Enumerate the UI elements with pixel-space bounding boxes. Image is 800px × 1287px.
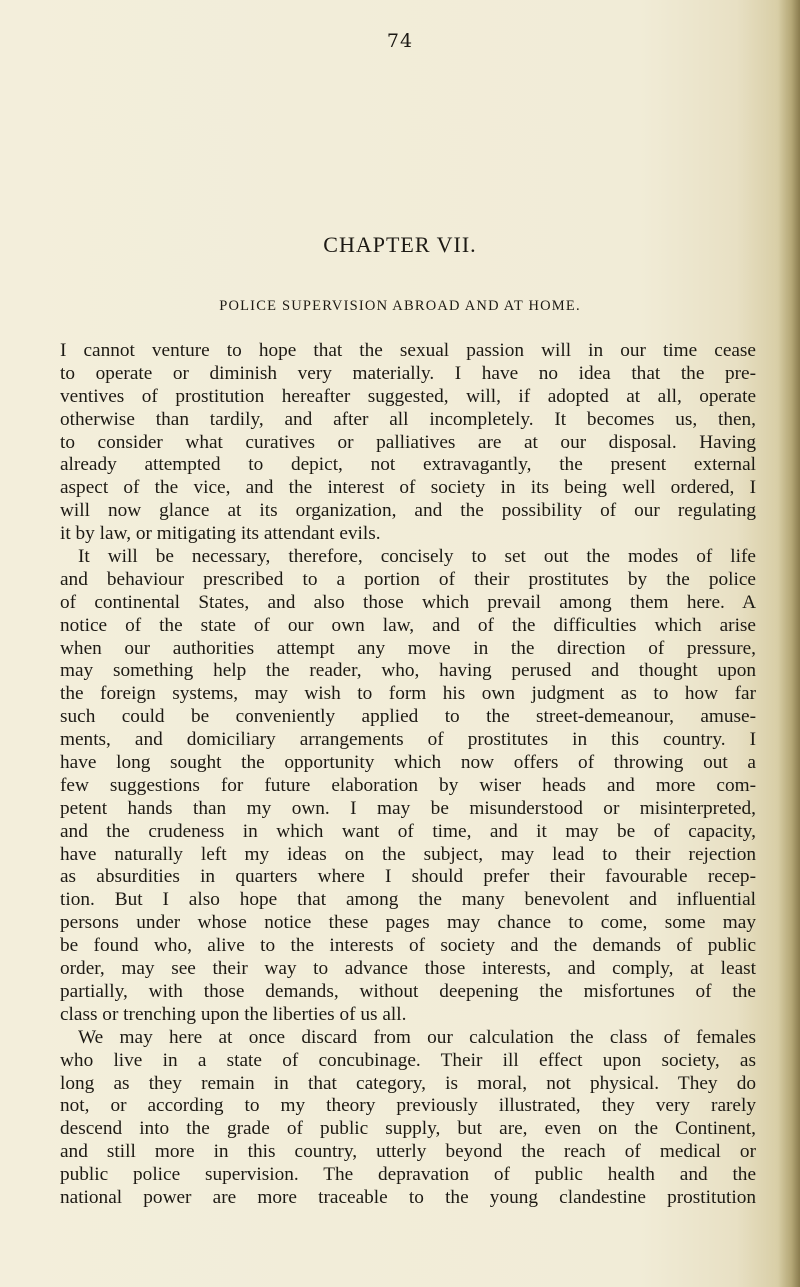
text-line: and behaviour prescribed to a portion of their prostitutes by the police: [60, 568, 756, 590]
text-line: public police supervision. The depravation of public health and the: [60, 1164, 756, 1186]
text-line: of continental States, and also those which prevail among them here. A: [60, 591, 756, 613]
text-line: national power are more traceable to the young clandestine prostitution: [60, 1186, 756, 1208]
text-line: persons under whose notice these pages may chance to come, some may: [60, 912, 756, 934]
text-line: to consider what curatives or palliatives are at our disposal. Having: [60, 431, 756, 453]
text-line: notice of the state of our own law, and of the difficulties which arise: [60, 614, 756, 636]
text-line: be found who, alive to the interests of society and the demands of public: [60, 935, 756, 957]
text-line: not, or according to my theory previously illustrated, they very rarely: [60, 1095, 756, 1117]
text-line: will now glance at its organization, and the possibility of our regulating: [60, 500, 756, 522]
text-line: order, may see their way to advance those interests, and comply, at least: [60, 958, 756, 980]
text-line: may something help the reader, who, having perused and thought upon: [60, 660, 756, 682]
text-line: and the crudeness in which want of time, and it may be of capacity,: [60, 820, 756, 842]
text-line: the foreign systems, may wish to form his own judgment as to how far: [60, 683, 756, 705]
text-line: it by law, or mitigating its attendant evils.: [60, 523, 381, 545]
text-line: long as they remain in that category, is moral, not physical. They do: [60, 1072, 756, 1094]
text-line: It will be necessary, therefore, concisely to set out the modes of life: [78, 546, 756, 568]
text-line: have long sought the opportunity which now offers of throwing out a: [60, 752, 756, 774]
text-line: class or trenching upon the liberties of us all.: [60, 1003, 407, 1025]
text-line: such could be conveniently applied to the street-demeanour, amuse-: [60, 706, 756, 728]
page-number: 74: [386, 30, 414, 52]
text-line: otherwise than tardily, and after all incompletely. It becomes us, then,: [60, 408, 756, 430]
text-line: few suggestions for future elaboration by wiser heads and more com-: [60, 774, 756, 796]
text-line: partially, with those demands, without deepening the misfortunes of the: [60, 980, 756, 1002]
text-line: when our authorities attempt any move in the direction of pressure,: [60, 637, 756, 659]
text-line: as absurdities in quarters where I should prefer their favourable recep-: [60, 866, 756, 888]
chapter-title: CHAPTER VII.: [323, 232, 477, 257]
text-line: descend into the grade of public supply, but are, even on the Continent,: [60, 1118, 756, 1140]
text-line: to operate or diminish very materially. I have no idea that the pre-: [60, 362, 756, 384]
text-line: tion. But I also hope that among the many benevolent and influential: [60, 889, 756, 911]
text-line: and still more in this country, utterly beyond the reach of medical or: [60, 1141, 756, 1163]
text-line: We may here at once discard from our calculation the class of females: [78, 1026, 756, 1048]
text-line: already attempted to depict, not extravagantly, the present external: [60, 454, 756, 476]
text-line: ments, and domiciliary arrangements of prostitutes in this country. I: [60, 729, 756, 751]
text-line: who live in a state of concubinage. Their ill effect upon society, as: [60, 1049, 756, 1071]
body-text: [60, 340, 756, 1210]
page-edge-shadow: [778, 0, 800, 1287]
section-title: POLICE SUPERVISION ABROAD AND AT HOME.: [219, 298, 581, 314]
text-line: I cannot venture to hope that the sexual passion will in our time cease: [60, 340, 756, 361]
text-line: have naturally left my ideas on the subject, may lead to their rejection: [60, 843, 756, 865]
text-line: ventives of prostitution hereafter suggested, will, if adopted at all, operate: [60, 385, 756, 407]
text-line: aspect of the vice, and the interest of society in its being well ordered, I: [60, 477, 756, 499]
text-line: petent hands than my own. I may be misunderstood or misinterpreted,: [60, 797, 756, 819]
